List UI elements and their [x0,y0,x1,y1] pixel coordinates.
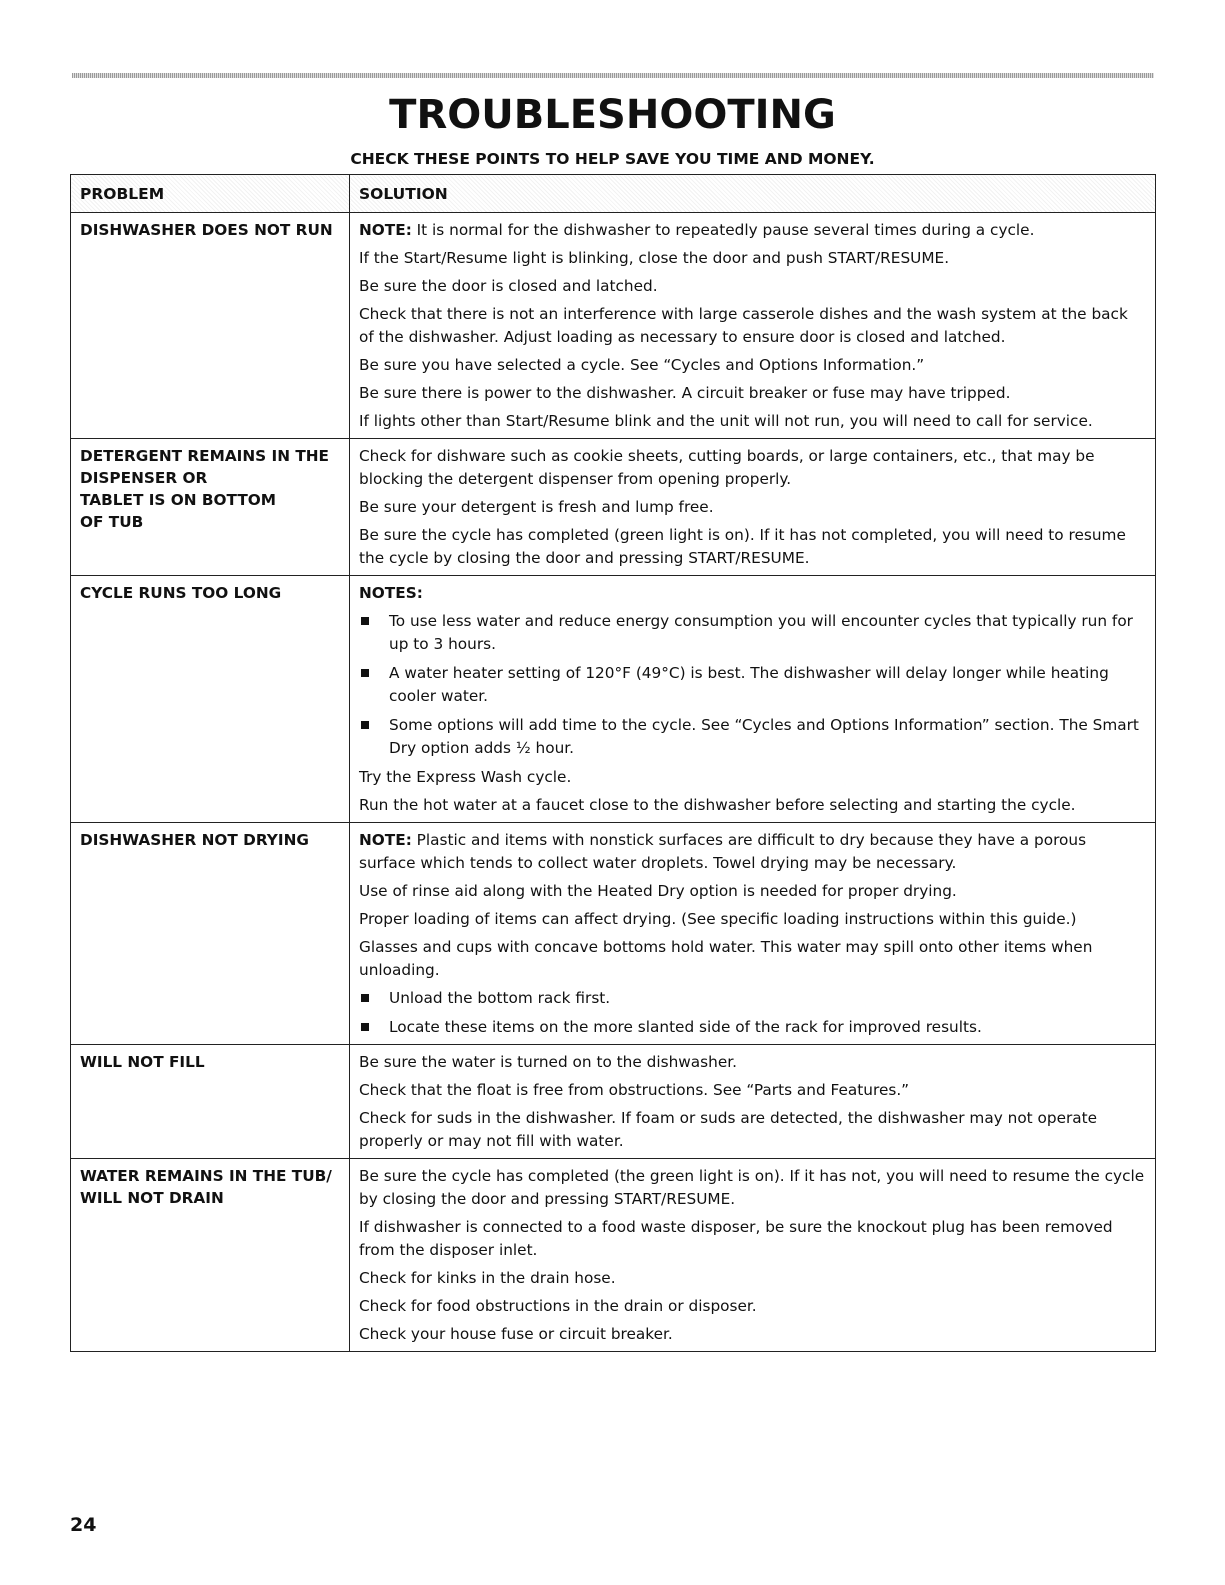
problem-label-line: TABLET IS ON BOTTOM [80,491,276,509]
problem-cell [71,576,350,823]
bullet-item [359,1016,1147,1039]
table-body [71,213,1156,1352]
solution-paragraph [359,1079,1147,1102]
solution-text: It is normal for the dishwasher to repeatedly pause several times during a cycle. [411,221,1035,239]
problem-label-line: WILL NOT FILL [80,1053,205,1071]
solution-paragraph [359,794,1147,817]
solution-text: Be sure the door is closed and latched. [359,277,658,295]
table-row [71,439,1156,576]
solution-text: Check for food obstructions in the drain or disposer. [359,1297,757,1315]
solution-text: Run the hot water at a faucet close to the dishwasher before selecting and starting the cycle. [359,796,1076,814]
solution-paragraph [359,275,1147,298]
problem-label-line: CYCLE RUNS TOO LONG [80,584,282,602]
solution-text: Use of rinse aid along with the Heated Dry option is needed for proper drying. [359,882,957,900]
problem-cell [71,1045,350,1159]
solution-paragraph [359,382,1147,405]
bullet-text: A water heater setting of 120°F (49°C) is best. The dishwasher will delay longer while heating cooler water. [389,664,1109,705]
solution-text: Be sure there is power to the dishwasher. A circuit breaker or fuse may have tripped. [359,384,1011,402]
square-bullet-icon [359,714,389,760]
bullet-text: Locate these items on the more slanted side of the rack for improved results. [389,1018,982,1036]
square-bullet-icon [359,987,389,1010]
solution-text: Be sure the cycle has completed (the green light is on). If it has not, you will need to resume the cycle by closing the door and pressing START/RESUME. [359,1167,1145,1208]
solution-paragraph [359,1267,1147,1290]
solution-text: If dishwasher is connected to a food waste disposer, be sure the knockout plug has been removed from the disposer inlet. [359,1218,1113,1259]
solution-text: If lights other than Start/Resume blink and the unit will not run, you will need to call for service. [359,412,1093,430]
solution-text: Be sure your detergent is fresh and lump free. [359,498,714,516]
problem-label-line: OF TUB [80,513,144,531]
solution-paragraph [359,354,1147,377]
note-label: NOTES: [359,584,423,602]
solution-paragraph [359,1051,1147,1074]
solution-text: Proper loading of items can affect drying. (See specific loading instructions within this guide.) [359,910,1077,928]
problem-column-header: PROBLEM [71,175,350,213]
solution-paragraph [359,1165,1147,1211]
bullet-text: Unload the bottom rack first. [389,989,611,1007]
problem-label-line: DISPENSER OR [80,469,208,487]
solution-paragraph [359,880,1147,903]
solution-paragraph [359,829,1147,875]
bullet-text: Some options will add time to the cycle. See “Cycles and Options Information” section. The Smart Dry option adds ½ hour. [389,716,1139,757]
solution-text: If the Start/Resume light is blinking, close the door and push START/RESUME. [359,249,950,267]
table-row [71,1045,1156,1159]
solution-text: Be sure you have selected a cycle. See “Cycles and Options Information.” [359,356,925,374]
solution-paragraph [359,936,1147,982]
solution-cell [350,823,1156,1045]
solution-text: Check for dishware such as cookie sheets, cutting boards, or large containers, etc., that may be blocking the detergent dispenser from opening properly. [359,447,1095,488]
solution-cell [350,1159,1156,1352]
solution-paragraph [359,445,1147,491]
solution-cell [350,439,1156,576]
bullet-item [359,662,1147,708]
page-number: 24 [70,1514,97,1536]
page-title: TROUBLESHOOTING [389,92,836,138]
solution-paragraph [359,1295,1147,1318]
square-bullet-icon [359,662,389,708]
solution-paragraph [359,247,1147,270]
solution-column-header: SOLUTION [350,175,1156,213]
solution-text: Check that there is not an interference with large casserole dishes and the wash system at the back of the dishwasher. Adjust loading as necessary to ensure door is closed and latched. [359,305,1128,346]
solution-paragraph [359,496,1147,519]
solution-paragraph [359,766,1147,789]
bullet-item [359,610,1147,656]
bullet-item [359,987,1147,1010]
solution-paragraph [359,524,1147,570]
solution-text: Check for suds in the dishwasher. If foam or suds are detected, the dishwasher may not operate properly or may not fill with water. [359,1109,1098,1150]
solution-text: Try the Express Wash cycle. [359,768,572,786]
solution-paragraph [359,1216,1147,1262]
solution-text: Plastic and items with nonstick surfaces are difficult to dry because they have a porous surface which tends to collect water droplets. Towel drying may be necessary. [359,831,1087,872]
problem-label-line: DISHWASHER DOES NOT RUN [80,221,333,239]
problem-label-line: WATER REMAINS IN THE TUB/ [80,1167,332,1185]
note-label: NOTE: [359,831,412,849]
solution-paragraph [359,908,1147,931]
solution-paragraph [359,410,1147,433]
page-subtitle: CHECK THESE POINTS TO HELP SAVE YOU TIME AND MONEY. [350,150,875,168]
table-row [71,823,1156,1045]
solution-text: Check for kinks in the drain hose. [359,1269,616,1287]
problem-label-line: DETERGENT REMAINS IN THE [80,447,330,465]
solution-paragraph [359,219,1147,242]
solution-text: Glasses and cups with concave bottoms hold water. This water may spill onto other items when unloading. [359,938,1093,979]
solution-paragraph [359,303,1147,349]
solution-paragraph [359,1323,1147,1346]
table-header-row [71,175,1156,213]
bullet-text: To use less water and reduce energy consumption you will encounter cycles that typically run for up to 3 hours. [389,612,1133,653]
solution-text: Be sure the water is turned on to the dishwasher. [359,1053,737,1071]
problem-cell [71,823,350,1045]
problem-cell [71,213,350,439]
solution-paragraph [359,582,1147,605]
solution-cell [350,213,1156,439]
table-row [71,1159,1156,1352]
table-row [71,213,1156,439]
bullet-item [359,714,1147,760]
solution-text: Check your house fuse or circuit breaker. [359,1325,673,1343]
square-bullet-icon [359,610,389,656]
problem-label-line: DISHWASHER NOT DRYING [80,831,309,849]
problem-label-line: WILL NOT DRAIN [80,1189,224,1207]
table-row [71,576,1156,823]
problem-cell [71,1159,350,1352]
troubleshooting-table [70,174,1156,1352]
solution-cell [350,576,1156,823]
problem-cell [71,439,350,576]
note-label: NOTE: [359,221,412,239]
solution-paragraph [359,1107,1147,1153]
solution-text: Check that the float is free from obstructions. See “Parts and Features.” [359,1081,910,1099]
solution-text: Be sure the cycle has completed (green light is on). If it has not completed, you will need to resume the cycle by closing the door and pressing START/RESUME. [359,526,1126,567]
square-bullet-icon [359,1016,389,1039]
top-rule [72,73,1154,78]
solution-cell [350,1045,1156,1159]
